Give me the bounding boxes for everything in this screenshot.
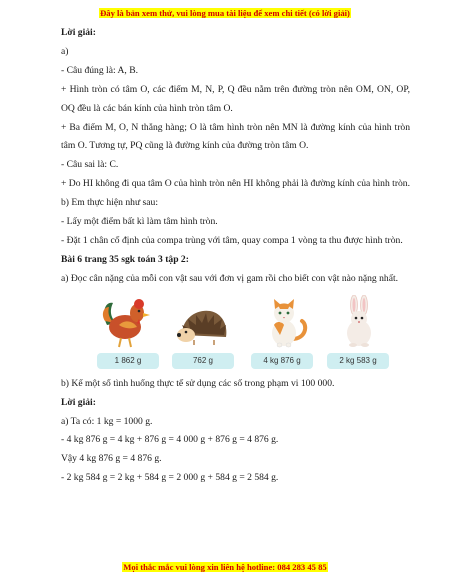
- step-two: - Đặt 1 chân cố định của compa trùng với tâm, quay compa 1 vòng ta thu được hình tròn.: [61, 234, 403, 246]
- document-body: [61, 24, 410, 488]
- exercise-question-b: b) Kể một số tình huống thực tế sử dụng các số trong phạm vi 100 000.: [61, 377, 335, 389]
- correct-answer-line: - Câu đúng là: A, B.: [61, 64, 139, 76]
- solution-heading-2: Lời giải:: [61, 396, 96, 408]
- exercise-question-a: a) Đọc cân nặng của mỗi con vật sau với đơn vị gam rồi cho biết con vật nào nặng nhất.: [61, 272, 399, 284]
- preview-banner-text: Đây là bản xem thử, vui lòng mua tài liệu để xem chi tiết (có lời giải): [100, 8, 350, 18]
- diameter-explanation: + Ba điểm M, O, N thẳng hàng; O là tâm hình tròn nên MN là đường kính của hình tròn tâm O. Tương tự, PQ cũng là đường kính của đường tròn tâm O.: [61, 121, 410, 152]
- hotline-banner: [0, 562, 450, 572]
- cat-conversion: - 4 kg 876 g = 4 kg + 876 g = 4 000 g + 876 g = 4 876 g.: [61, 434, 279, 446]
- cat-conversion-result: Vậy 4 kg 876 g = 4 876 g.: [61, 453, 162, 465]
- conversion-rule: a) Ta có: 1 kg = 1000 g.: [61, 415, 153, 427]
- part-b-label: b) Em thực hiện như sau:: [61, 197, 158, 209]
- rooster-weight-label: 1 862 g: [97, 353, 159, 369]
- hotline-banner-text: Mọi thắc mắc vui lòng xin liên hệ hotline: 084 283 45 85: [123, 562, 327, 572]
- exercise-title: Bài 6 trang 35 sgk toán 3 tập 2:: [61, 253, 189, 265]
- part-a-label: a): [61, 45, 69, 57]
- wrong-answer-line: - Câu sai là: C.: [61, 159, 119, 171]
- radius-explanation: + Hình tròn có tâm O, các điểm M, N, P, Q đều nằm trên đường tròn nên OM, ON, OP, OQ đều là các bán kính của hình tròn tâm O.: [61, 83, 410, 114]
- rabbit-conversion: - 2 kg 584 g = 2 kg + 584 g = 2 000 g + 584 g = 2 584 g.: [61, 472, 279, 484]
- cat-icon: [256, 295, 312, 349]
- step-one: - Lấy một điểm bất kì làm tâm hình tròn.: [61, 216, 218, 228]
- rabbit-icon: [331, 295, 387, 349]
- rooster-icon: [99, 295, 155, 349]
- animal-illustration: [61, 295, 410, 375]
- cat-weight-label: 4 kg 876 g: [251, 353, 313, 369]
- rabbit-weight-label: 2 kg 583 g: [327, 353, 389, 369]
- hi-explanation: + Do HI không đi qua tâm O của hình tròn nên HI không phải là đường kính của hình tròn.: [61, 178, 411, 190]
- hedgehog-icon: [176, 295, 232, 349]
- solution-heading: Lời giải:: [61, 27, 96, 38]
- hedgehog-weight-label: 762 g: [172, 353, 234, 369]
- preview-banner: [0, 8, 450, 18]
